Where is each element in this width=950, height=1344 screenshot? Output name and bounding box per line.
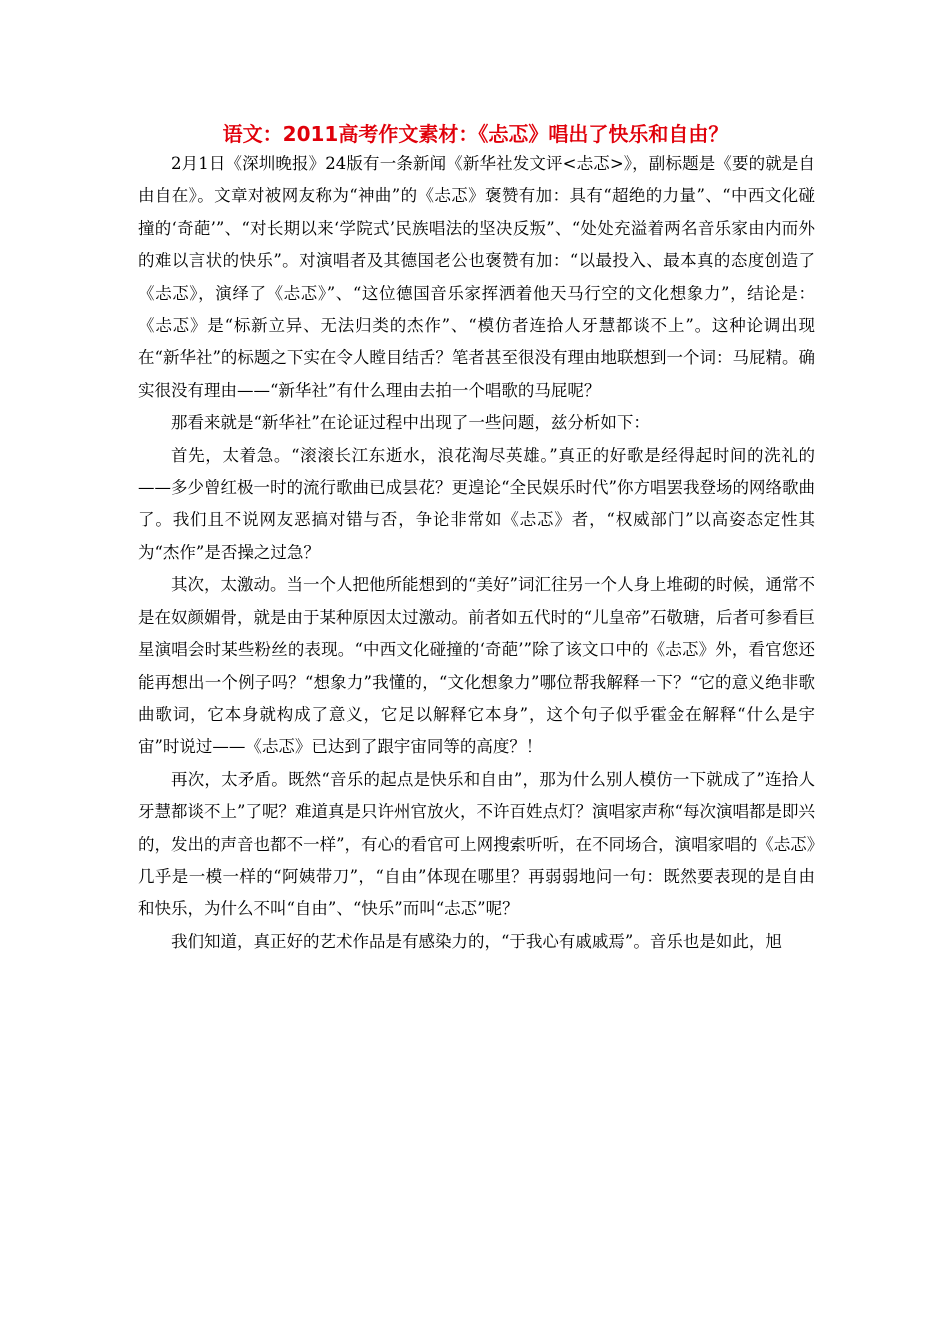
paragraph-1: 2月1日《深圳晚报》24版有一条新闻《新华社发文评<忐忑>》，副标题是《要的就是自由自在》。文章对被网友称为“神曲”的《忐忑》褒赞有加：具有“超绝的力量”、“中西文化碰撞的‘奇葩’”、“对长期以来‘学院式’民族唱法的坚决反叛”、“处处充溢着两名音乐家由内而外的难以言状的快乐”。对演唱者及其德国老公也褒赞有加：“以最投入、最本真的态度创造了《忐忑》，演绎了《忐忑》”、“这位德国音乐家挥洒着他天马行空的文化想象力”，结论是：《忐忑》是“标新立异、无法归类的杰作”、“模仿者连拾人牙慧都谈不上”。这种论调出现在“新华社”的标题之下实在令人瞠目结舌？笔者甚至很没有理由地联想到一个词：马屁精。确实很没有理由——“新华社”有什么理由去拍一个唱歌的马屁呢？ [138,154,815,400]
paragraph-6: 我们知道，真正好的艺术作品是有感染力的，“于我心有戚戚焉”。音乐也是如此，旭 [171,931,782,951]
paragraph-2: 那看来就是“新华社”在论证过程中出现了一些问题，兹分析如下： [171,413,650,433]
document-title: 语文：2011高考作文素材：《忐忑》唱出了快乐和自由？ [222,122,729,146]
paragraph-4: 其次，太激动。当一个人把他所能想到的“美好”词汇往另一个人身上堆砌的时候，通常不是在奴颜媚骨，就是由于某种原因太过激动。前者如五代时的“儿皇帝”石敬瑭，后者可参看巨星演唱会时某些粉丝的表现。“中西文化碰撞的‘奇葩’”除了该文口中的《忐忑》外，看官您还能再想出一个例子吗？“想象力”我懂的，“文化想象力”哪位帮我解释一下？“它的意义绝非歌曲歌词，它本身就构成了意义，它足以解释它本身”，这个句子似乎霍金在解释“什么是宇宙”时说过——《忐忑》已达到了跟宇宙同等的高度？！ [138,575,815,757]
paragraph-5: 再次，太矛盾。既然“音乐的起点是快乐和自由”，那为什么别人模仿一下就成了”连拾人牙慧都谈不上”了呢？难道真是只许州官放火，不许百姓点灯？演唱家声称“每次演唱都是即兴的，发出的声音也都不一样”，有心的看官可上网搜索听听，在不同场合，演唱家唱的《忐忑》几乎是一模一样的“阿姨带刀”，“自由”体现在哪里？再弱弱地问一句：既然要表现的是自由和快乐，为什么不叫“自由”、“快乐”而叫“忐忑”呢？ [138,769,815,919]
paragraph-3: 首先，太着急。“滚滚长江东逝水，浪花淘尽英雄。”真正的好歌是经得起时间的洗礼的——多少曾红极一时的流行歌曲已成昙花？更遑论“全民娱乐时代”你方唱罢我登场的网络歌曲了。我们且不说网友恶搞对错与否，争论非常如《忐忑》者，“权威部门”以高姿态定性其为“杰作”是否操之过急？ [138,445,815,562]
document-body [138,148,815,958]
